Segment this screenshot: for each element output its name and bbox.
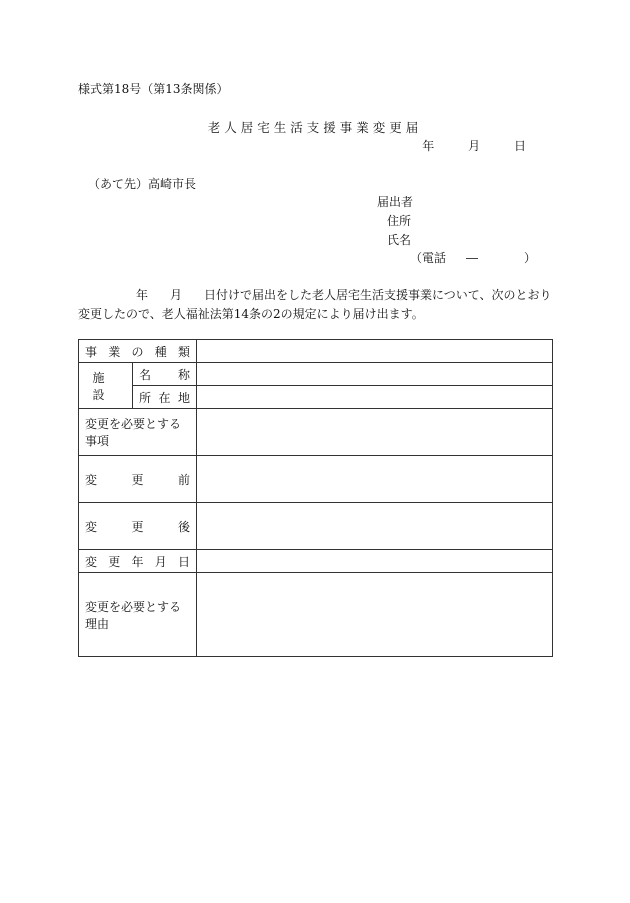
body-statement: 日付けで届出をした老人居宅生活支援事業について、次のとおり変更したので、老人福祉法第14条の2の規定により届け出ます。	[78, 288, 552, 321]
table-row	[79, 456, 553, 503]
before-change-field[interactable]	[197, 456, 553, 503]
address-label: 住所	[387, 214, 412, 228]
addressee: （あて先）高崎市長	[88, 177, 197, 191]
business-type-field[interactable]	[197, 340, 553, 363]
date-day-label: 日	[513, 139, 526, 153]
after-change-label: 変更後	[79, 503, 197, 550]
table-row	[79, 363, 553, 386]
before-change-label: 変更前	[79, 456, 197, 503]
name-label: 氏名	[387, 233, 412, 247]
facility-label	[79, 363, 133, 409]
form-number: 様式第18号（第13条関係）	[78, 82, 229, 96]
phone-label: （電話	[410, 251, 447, 265]
change-date-label: 変更年月日	[79, 550, 197, 573]
body-text	[78, 286, 554, 324]
submission-date-line	[392, 137, 526, 154]
body-year-label: 年	[136, 288, 149, 302]
change-details-table	[78, 339, 553, 657]
business-type-label: 事業の種類	[79, 340, 197, 363]
facility-name-field[interactable]	[197, 363, 553, 386]
change-date-field[interactable]	[197, 550, 553, 573]
phone-close: ）	[524, 251, 537, 265]
table-row	[79, 386, 553, 409]
notifier-label: 届出者	[377, 195, 414, 209]
items-to-change-label: 変更を必要とする事項	[79, 409, 197, 456]
date-month-label: 月	[468, 139, 481, 153]
reason-field[interactable]	[197, 573, 553, 657]
table-row	[79, 409, 553, 456]
document-title: 老人居宅生活支援事業変更届	[207, 120, 423, 135]
table-row	[79, 340, 553, 363]
table-row	[79, 550, 553, 573]
facility-label-text: 施設	[92, 370, 119, 402]
body-month-label: 月	[170, 288, 183, 302]
phone-dash: ―	[466, 251, 479, 265]
facility-location-label: 所在地	[133, 386, 197, 409]
after-change-field[interactable]	[197, 503, 553, 550]
date-year-label: 年	[422, 139, 435, 153]
phone-line	[410, 249, 536, 266]
table-row	[79, 503, 553, 550]
reason-label: 変更を必要とする理由	[79, 573, 197, 657]
items-to-change-field[interactable]	[197, 409, 553, 456]
facility-location-field[interactable]	[197, 386, 553, 409]
table-row	[79, 573, 553, 657]
facility-name-label: 名称	[133, 363, 197, 386]
